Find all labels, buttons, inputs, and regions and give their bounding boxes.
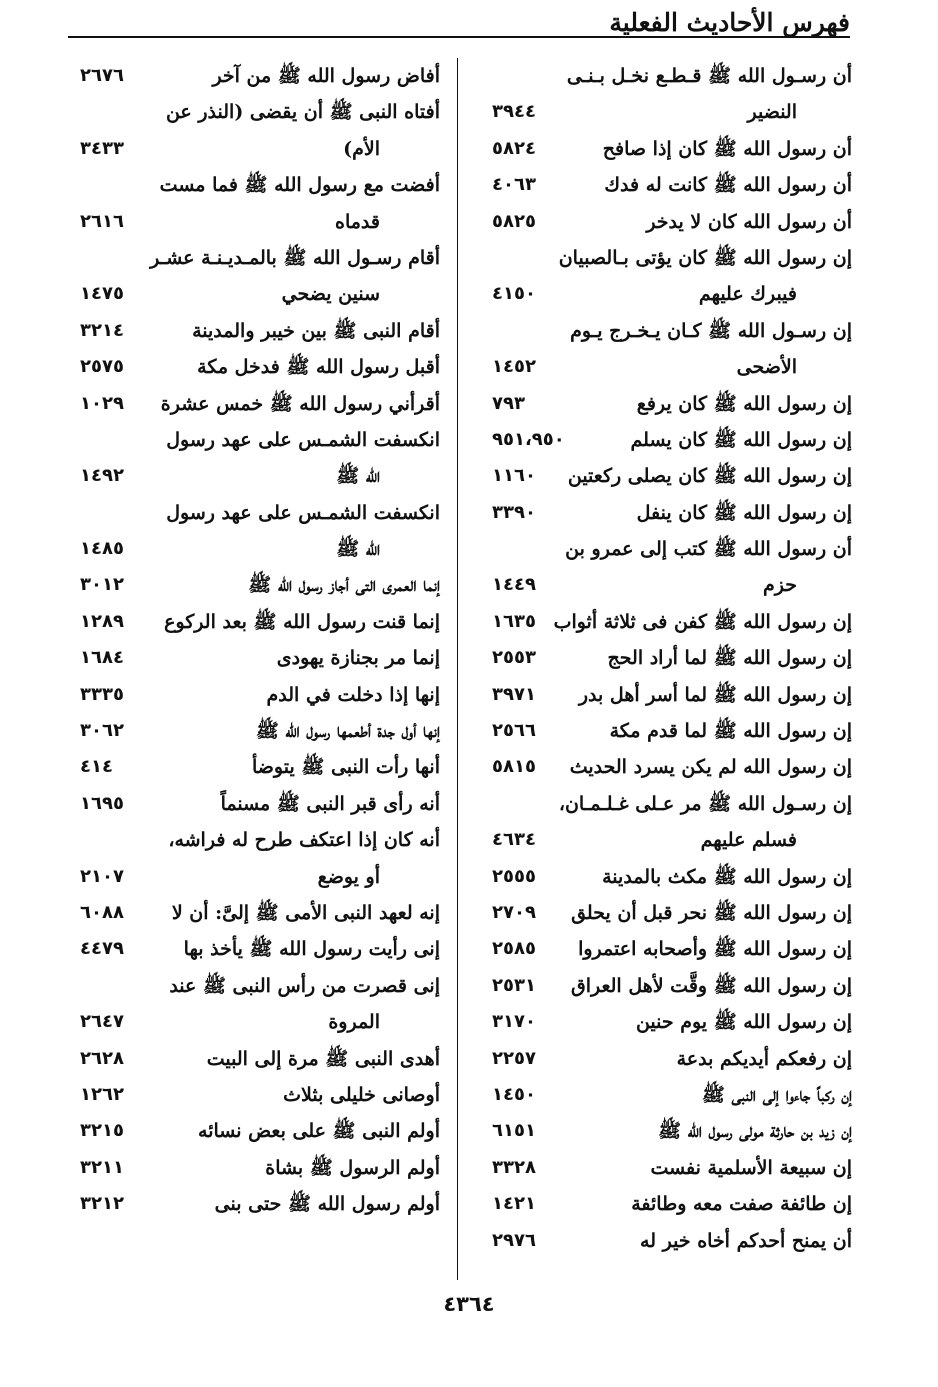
entry-text: الله ﷺ bbox=[336, 465, 380, 488]
entry-text: قدماه bbox=[335, 210, 380, 233]
entry-text: إن رسول الله ﷺ مكث بالمدينة bbox=[602, 865, 852, 888]
index-entry bbox=[492, 386, 852, 422]
entry-number: ١٢٦٢ bbox=[80, 1083, 124, 1105]
entry-number: ٣٣٢٨ bbox=[492, 1156, 536, 1178]
index-entry bbox=[80, 822, 440, 858]
entry-number: ٣٣٣٥ bbox=[80, 683, 124, 705]
entry-text: حزم bbox=[763, 574, 797, 597]
entry-number: ٣٩٤٤ bbox=[492, 101, 536, 123]
index-entry bbox=[80, 276, 440, 312]
entry-number: ٢٦٤٧ bbox=[80, 1011, 124, 1033]
entry-number: ٢٥٥٥ bbox=[492, 865, 536, 887]
entry-number: ٣١٧٠ bbox=[492, 1011, 536, 1033]
entry-number: ٥٨١٥ bbox=[492, 756, 536, 778]
entry-text: إن رسول الله ﷺ كان يؤتى بـالصبيان bbox=[558, 246, 852, 269]
entry-number: ١٠٢٩ bbox=[80, 392, 124, 414]
entry-text: أن رسول الله ﷺ كان إذا صافح bbox=[602, 137, 852, 160]
entry-text: إنما مر بجنازة يهودى bbox=[276, 647, 440, 670]
entry-text: أن يمنح أحدكم أخاه خير له bbox=[640, 1229, 852, 1252]
index-entry bbox=[80, 349, 440, 385]
entry-text: أفضت مع رسول الله ﷺ فما مست bbox=[159, 174, 440, 197]
index-entry bbox=[80, 567, 440, 603]
index-entry bbox=[492, 713, 852, 749]
entry-text: أن رسـول الله ﷺ قـطـع نخـل بـنـى bbox=[566, 65, 852, 87]
entry-text: إن رسول الله ﷺ كان يسلم bbox=[630, 428, 852, 451]
index-entry bbox=[492, 604, 852, 640]
index-entry bbox=[492, 204, 852, 240]
entry-number: ١٦٣٥ bbox=[492, 610, 536, 632]
entry-text: الأم) bbox=[343, 137, 380, 160]
entry-text: سنين يضحي bbox=[281, 283, 380, 306]
index-entry bbox=[80, 531, 440, 567]
index-entry bbox=[80, 1186, 440, 1222]
entry-number: ٣٠١٢ bbox=[80, 574, 124, 596]
entry-number: ١٤٥٠ bbox=[492, 1083, 536, 1105]
entry-text: إنه لعهد النبى الأمى ﷺ إلىَّ: أن لا bbox=[171, 901, 440, 924]
entry-text: إنما قنت رسول الله ﷺ بعد الركوع bbox=[164, 610, 440, 633]
entry-text: إنى رأيت رسول الله ﷺ يأخذ بها bbox=[183, 938, 440, 961]
entry-text: إن رسول الله ﷺ لما قدم مكة bbox=[609, 720, 852, 743]
page-number: ٤٣٦٤ bbox=[443, 1292, 495, 1316]
entry-text: إن رسـول الله ﷺ مر عـلى غـلـمـان، bbox=[558, 792, 852, 815]
entry-text: إن رسول الله ﷺ كان ينفل bbox=[636, 501, 852, 524]
index-entry bbox=[80, 640, 440, 676]
index-entry bbox=[80, 604, 440, 640]
entry-number: ١٦٩٥ bbox=[80, 792, 124, 814]
entry-number: ٤١٥٠ bbox=[492, 283, 536, 305]
entry-text: إن رسول الله ﷺ لما أسر أهل بدر bbox=[578, 683, 852, 706]
index-entry bbox=[492, 567, 852, 603]
entry-text: أولم النبى ﷺ على بعض نسائه bbox=[198, 1120, 440, 1143]
entry-number: ٢٥٧٥ bbox=[80, 356, 124, 378]
entry-text: أو يوضع bbox=[317, 865, 380, 888]
entry-text: أن رسول الله ﷺ كانت له فدك bbox=[604, 174, 852, 197]
entry-text: أقبل رسول الله ﷺ فدخل مكة bbox=[197, 356, 440, 379]
entry-text: فيبرك عليهم bbox=[698, 283, 797, 306]
index-entry bbox=[492, 1004, 852, 1040]
entry-text: أفاض رسول الله ﷺ من آخر bbox=[212, 65, 440, 87]
entry-text: أن رسول الله ﷺ كتب إلى عمرو بن bbox=[565, 538, 852, 561]
index-entry bbox=[80, 495, 440, 531]
entry-number: ٣٢١٥ bbox=[80, 1120, 124, 1142]
entry-number: ٣٢١٢ bbox=[80, 1193, 124, 1215]
entry-text: أقام النبى ﷺ بين خيبر والمدينة bbox=[192, 319, 440, 342]
entry-number: ١٤٤٩ bbox=[492, 574, 536, 596]
entry-number: ٢٥٣١ bbox=[492, 974, 536, 996]
entry-text: إن رسول الله ﷺ كفن فى ثلاثة أثواب bbox=[553, 610, 852, 633]
entry-number: ٣٢١٤ bbox=[80, 319, 124, 341]
entry-number: ١٦٨٤ bbox=[80, 647, 124, 669]
index-entry bbox=[492, 276, 852, 312]
entry-text: أهدى النبى ﷺ مرة إلى البيت bbox=[206, 1047, 440, 1070]
entry-number: ٢٦٢٨ bbox=[80, 1047, 124, 1069]
index-entry bbox=[492, 968, 852, 1004]
index-entry bbox=[80, 677, 440, 713]
entry-text: أنه رأى قبر النبى ﷺ مسنماً bbox=[220, 792, 440, 815]
header-rule bbox=[68, 36, 850, 38]
entry-text: إن رسول الله ﷺ كان يرفع bbox=[636, 392, 852, 415]
index-entry bbox=[80, 240, 440, 276]
entry-number: ١٤٥٢ bbox=[492, 356, 536, 378]
index-entry bbox=[492, 1150, 852, 1186]
entry-text: إن رفعكم أيديكم بدعة bbox=[676, 1047, 852, 1070]
index-entry bbox=[492, 422, 852, 458]
entry-number: ٣٩٧١ bbox=[492, 683, 536, 705]
entry-number: ٢٦١٦ bbox=[80, 210, 124, 232]
entry-text: أفتاه النبى ﷺ أن يقضى (النذر عن bbox=[165, 101, 440, 124]
entry-text: أولم الرسول ﷺ بشاة bbox=[265, 1156, 440, 1179]
entry-number: ٦٠٨٨ bbox=[80, 901, 124, 923]
index-entry bbox=[80, 58, 440, 94]
index-entry bbox=[492, 1223, 852, 1259]
index-entry bbox=[492, 786, 852, 822]
entry-text: إن رسول الله ﷺ وأصحابه اعتمروا bbox=[578, 938, 852, 961]
entry-text: إنما العمرى التى أجاز رسول الله ﷺ bbox=[248, 574, 440, 597]
entry-number: ٥٨٢٥ bbox=[492, 210, 536, 232]
index-entry bbox=[492, 495, 852, 531]
index-entry bbox=[492, 131, 852, 167]
entry-number: ٦١٥١ bbox=[492, 1120, 536, 1142]
index-entry bbox=[492, 1113, 852, 1149]
index-entry bbox=[492, 240, 852, 276]
entry-text: إن رسول الله ﷺ وقَّت لأهل العراق bbox=[570, 974, 852, 997]
index-entry bbox=[80, 313, 440, 349]
index-entry bbox=[80, 968, 440, 1004]
index-entry bbox=[80, 386, 440, 422]
index-entry bbox=[80, 131, 440, 167]
index-entry bbox=[492, 931, 852, 967]
entry-text: فسلم عليهم bbox=[700, 829, 797, 852]
entry-number: ٢٥٦٦ bbox=[492, 720, 536, 742]
index-entry bbox=[492, 1041, 852, 1077]
index-entry bbox=[80, 859, 440, 895]
entry-text: أقام رسـول الله ﷺ بالمـديـنـة عشـر bbox=[150, 246, 440, 269]
entry-number: ٢١٠٧ bbox=[80, 865, 124, 887]
entry-text: أولم رسول الله ﷺ حتى بنى bbox=[214, 1193, 440, 1216]
index-entry bbox=[80, 422, 440, 458]
entry-number: ١١٦٠ bbox=[492, 465, 536, 487]
entry-number: ٣٤٣٣ bbox=[80, 137, 124, 159]
index-entry bbox=[492, 749, 852, 785]
entry-text: انكسفت الشمـس على عهد رسول bbox=[166, 501, 440, 524]
entry-number: ٩٥١،٩٥٠ bbox=[492, 428, 565, 450]
entry-text: أوصانى خليلى بثلاث bbox=[283, 1083, 440, 1106]
index-entry bbox=[492, 859, 852, 895]
entry-number: ٢٢٥٧ bbox=[492, 1047, 536, 1069]
index-entry bbox=[80, 749, 440, 785]
entry-text: أن رسول الله كان لا يدخر bbox=[646, 210, 852, 233]
entry-number: ٤٠٦٣ bbox=[492, 174, 536, 196]
entry-text: إن رسـول الله ﷺ كـان يـخـرج يـوم bbox=[570, 319, 852, 342]
index-entry bbox=[80, 713, 440, 749]
index-entry bbox=[80, 204, 440, 240]
entry-number: ٣٠٦٢ bbox=[80, 720, 124, 742]
index-entry bbox=[492, 58, 852, 94]
entry-number: ١٤٩٢ bbox=[80, 465, 124, 487]
index-entry bbox=[80, 1150, 440, 1186]
entry-number: ٤٤٧٩ bbox=[80, 938, 124, 960]
index-column-left bbox=[80, 58, 440, 1223]
index-entry bbox=[80, 786, 440, 822]
index-entry bbox=[492, 349, 852, 385]
index-entry bbox=[492, 313, 852, 349]
entry-text: أنه كان إذا اعتكف طرح له فراشه، bbox=[168, 829, 440, 852]
index-entry bbox=[492, 531, 852, 567]
entry-number: ٢٩٧٦ bbox=[492, 1229, 536, 1251]
index-entry bbox=[80, 458, 440, 494]
index-entry bbox=[80, 931, 440, 967]
entry-text: إن رسول الله ﷺ يوم حنين bbox=[635, 1011, 852, 1034]
entry-text: الله ﷺ bbox=[336, 538, 380, 561]
entry-text: إن رسول الله ﷺ نحر قبل أن يحلق bbox=[571, 901, 852, 924]
index-entry bbox=[80, 1077, 440, 1113]
index-entry bbox=[80, 895, 440, 931]
index-column-right bbox=[492, 58, 852, 1259]
page-header bbox=[68, 6, 850, 40]
entry-text: إن زيد بن حارثة مولى رسول الله ﷺ bbox=[658, 1120, 852, 1143]
entry-number: ١٤٢١ bbox=[492, 1193, 536, 1215]
index-entry bbox=[492, 895, 852, 931]
index-entry bbox=[492, 458, 852, 494]
entry-number: ٢٥٨٥ bbox=[492, 938, 536, 960]
index-entry bbox=[492, 167, 852, 203]
index-entry bbox=[492, 1077, 852, 1113]
entry-number: ٢٧٠٩ bbox=[492, 901, 536, 923]
entry-number: ١٤٨٥ bbox=[80, 538, 124, 560]
entry-text: انكسفت الشمـس على عهد رسول bbox=[166, 428, 440, 451]
entry-text: إن رسول الله ﷺ لما أراد الحج bbox=[607, 647, 852, 670]
index-entry bbox=[80, 167, 440, 203]
entry-text: إن رسول الله ﷺ كان يصلى ركعتين bbox=[567, 465, 852, 488]
entry-text: أقرأني رسول الله ﷺ خمس عشرة bbox=[160, 392, 440, 415]
entry-text: إن سبيعة الأسلمية نفست bbox=[650, 1156, 852, 1179]
index-entry bbox=[80, 1004, 440, 1040]
entry-text: إن طائفة صفت معه وطائفة bbox=[631, 1193, 852, 1216]
entry-number: ٢٦٧٦ bbox=[80, 65, 124, 86]
index-entry bbox=[492, 1186, 852, 1222]
index-entry bbox=[80, 1041, 440, 1077]
index-entry bbox=[492, 640, 852, 676]
index-entry bbox=[492, 94, 852, 130]
entry-number: ٧٩٣ bbox=[492, 392, 525, 414]
entry-number: ٤٦٣٤ bbox=[492, 829, 536, 851]
entry-number: ٣٣٩٠ bbox=[492, 501, 536, 523]
index-entry bbox=[80, 1113, 440, 1149]
entry-number: ١٤٧٥ bbox=[80, 283, 124, 305]
entry-text: إنى قصرت من رأس النبى ﷺ عند bbox=[169, 974, 440, 997]
index-entry bbox=[492, 677, 852, 713]
entry-number: ٥٨٢٤ bbox=[492, 137, 536, 159]
entry-number: ٤١٤ bbox=[80, 756, 113, 778]
entry-number: ٣٢١١ bbox=[80, 1156, 124, 1178]
entry-text: النضير bbox=[747, 101, 797, 124]
entry-text: إنها إذا دخلت في الدم bbox=[266, 683, 440, 706]
entry-number: ١٢٨٩ bbox=[80, 610, 124, 632]
entry-text: أنها رأت النبى ﷺ يتوضأ bbox=[252, 756, 440, 779]
entry-text: المروة bbox=[328, 1011, 380, 1034]
entry-text: إنها أول جدة أطعمها رسول الله ﷺ bbox=[255, 720, 440, 743]
column-divider bbox=[457, 58, 458, 1280]
entry-text: الأضحى bbox=[736, 356, 797, 379]
index-entry bbox=[80, 94, 440, 130]
page-title: فهرس الأحاديث الفعلية bbox=[609, 8, 850, 37]
entry-text: إن ركباً جاءوا إلى النبى ﷺ bbox=[701, 1083, 852, 1106]
index-entry bbox=[492, 822, 852, 858]
entry-number: ٢٥٥٣ bbox=[492, 647, 536, 669]
entry-text: إن رسول الله لم يكن يسرد الحديث bbox=[569, 756, 852, 779]
